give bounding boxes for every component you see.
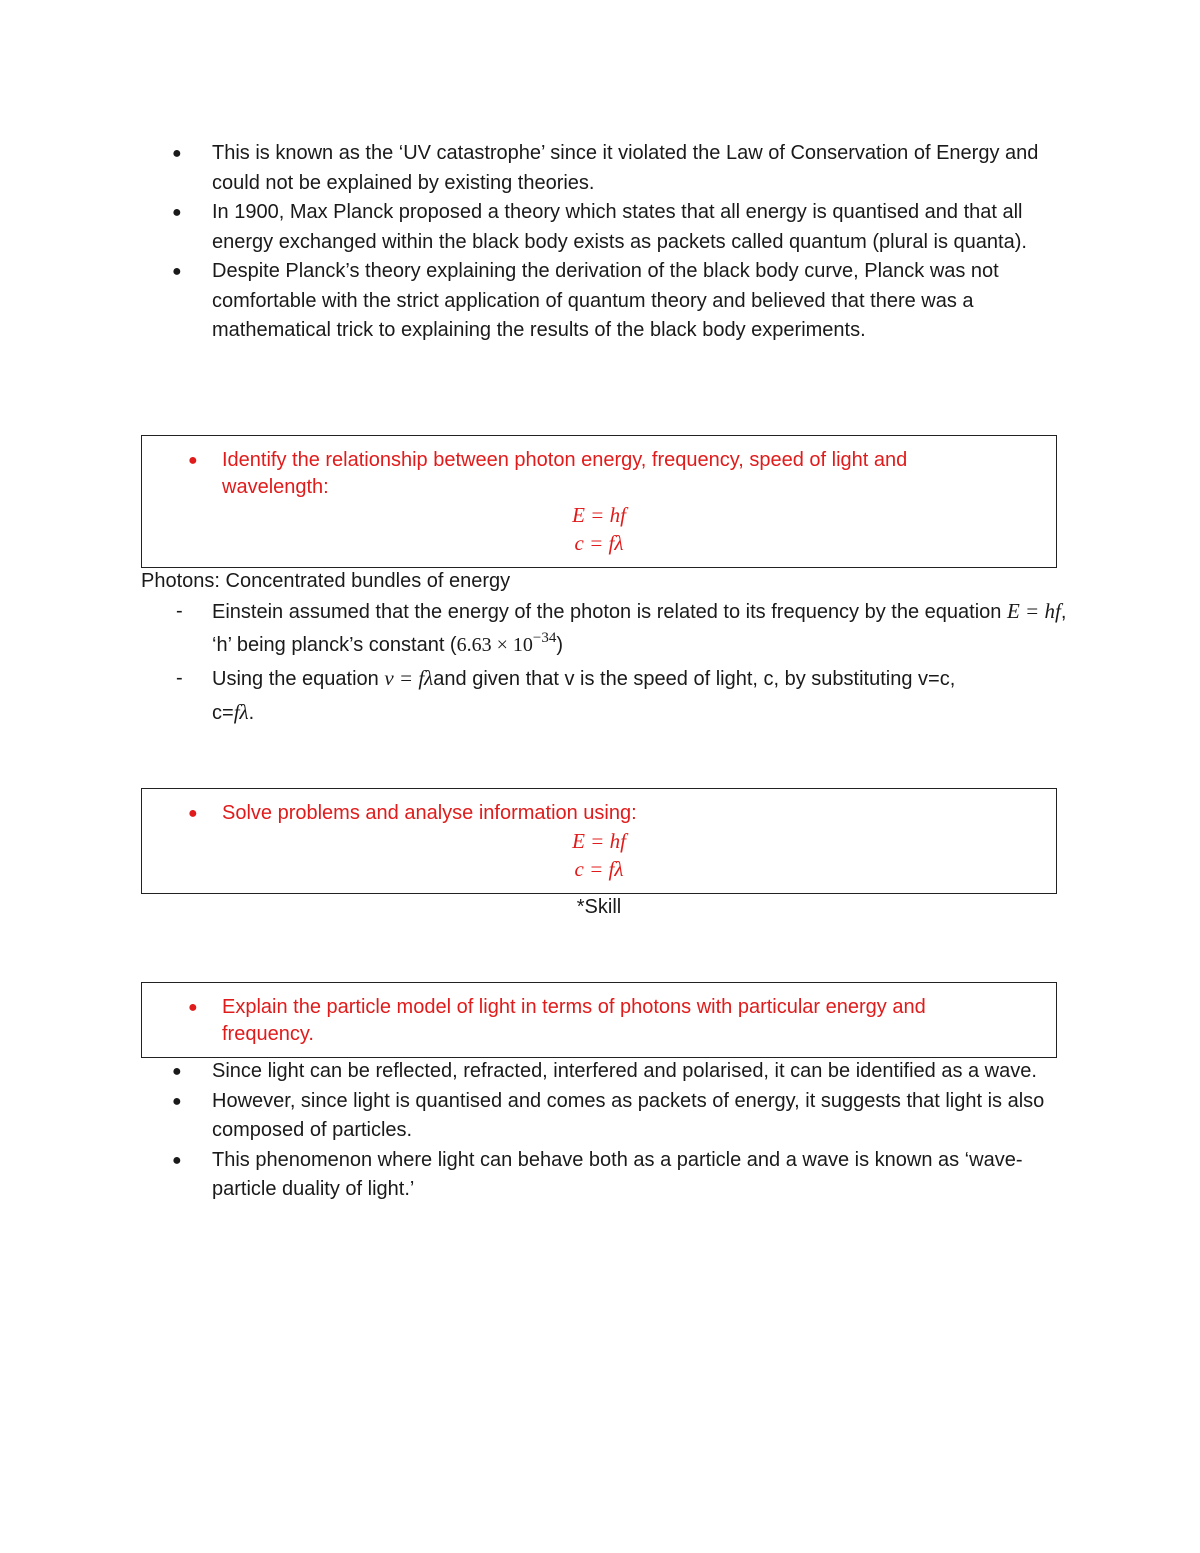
list-item: - Using the equation v = fλand given that v is the speed of light, c, by substituting v=c, c=fλ. [168,662,1068,730]
list-item: ● However, since light is quantised and comes as packets of energy, it suggests that light is also composed of particles. [168,1087,1068,1146]
list-item: - Einstein assumed that the energy of the photon is related to its frequency by the equation E = hf, ‘h’ being planck’s constant $(6.63 \times 10^{-34})$ [168,595,1068,662]
photons-heading: Photons: Concentrated bundles of energy [141,570,511,592]
uv-catastrophe-bullets [168,139,1068,346]
equation-wave: c = fλ [574,857,624,881]
bullet-icon: ● [172,263,182,280]
planck-exponent: −34 [532,630,557,646]
inline-equation: fλ [233,700,249,724]
list-item: ● This is known as the ‘UV catastrophe’ since it violated the Law of Conservation of Energy and could not be explained by existing theories. [168,139,1068,198]
syllabus-box-photon-relationship [141,435,1057,568]
bullet-icon: ● [172,1063,182,1080]
list-item: ● Since light can be reflected, refracted, interfered and polarised, it can be identified as a wave. [168,1057,1068,1087]
inline-equation: E = hf [1006,599,1061,623]
syllabus-box-particle-model [141,982,1057,1058]
equation-wave: c = fλ [574,531,624,555]
equation-energy: E = hf [572,829,626,853]
bullet-icon: ● [188,452,198,469]
syllabus-objective: ● Explain the particle model of light in terms of photons with particular energy and frequency. [188,996,926,1045]
bullet-icon: ● [188,805,198,822]
planck-constant: 6.63 × 10 [456,634,533,656]
skill-label: *Skill [576,896,622,918]
syllabus-objective: ● Solve problems and analyse information using: [222,800,996,827]
bullet-icon: ● [172,204,182,221]
wave-particle-bullets [168,1057,1068,1205]
equation-energy: E = hf [572,503,626,527]
dash-icon: - [176,667,183,689]
list-item: ● Despite Planck’s theory explaining the derivation of the black body curve, Planck was not comfortable with the strict application of quantum theory and believed that there was a mathematical trick to explaining the results of the black body experiments. [168,257,1068,346]
syllabus-objective: ● Identify the relationship between photon energy, frequency, speed of light and wavelength: [188,449,908,498]
bullet-icon: ● [188,999,198,1016]
syllabus-box-solve-problems [141,788,1057,894]
bullet-icon: ● [172,1092,182,1110]
list-item: ● In 1900, Max Planck proposed a theory which states that all energy is quantised and that all energy exchanged within the black body exists as packets called quantum (plural is quanta). [168,198,1068,257]
bullet-icon: ● [172,145,182,162]
bullet-icon: ● [172,1151,182,1169]
dash-icon: - [176,600,183,622]
photons-dash-list [168,595,1068,730]
list-item: ● This phenomenon where light can behave both as a particle and a wave is known as ‘wave-particle duality of light.’ [168,1146,1068,1205]
inline-equation: v = fλ [384,666,434,690]
